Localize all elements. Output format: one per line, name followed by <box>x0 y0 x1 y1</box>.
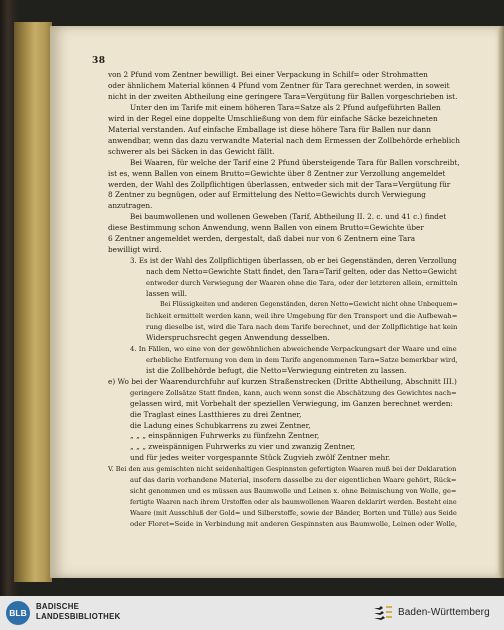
page-text <box>108 70 464 530</box>
blb-logo[interactable]: BLB <box>6 601 30 625</box>
text-line: „ „ „ zweispännigen Fuhrwerks zu vier und zwanzig Zentner, <box>130 442 356 452</box>
text-line: nicht in der zweiten Abtheilung eine geringere Tara=Vergütung für Ballen vorgeschrieben ist. <box>108 91 458 101</box>
text-line: Bei Waaren, für welche der Tarif eine 2 Pfund übersteigende Tara für Ballen vorschreibt, <box>130 157 460 167</box>
book-binding <box>14 22 52 582</box>
text-line: die Ladung eines Schubkarrens zu zwei Zentner, <box>130 420 311 430</box>
text-line: lichkeit ermittelt werden kann, weil ihre Umgebung für den Transport und die Aufbewah= <box>146 311 458 320</box>
text-line: schwerer als bei Säcken in das Gewicht fällt. <box>108 146 275 156</box>
book-page <box>50 26 500 578</box>
text-line: lassen will. <box>146 289 188 299</box>
text-line: und für jedes weiter vorgespannte Stück Zugvieh zwölf Zentner mehr. <box>130 453 391 463</box>
text-line: „ „ „ einspännigen Fuhrwerks zu fünfzehn Zentner, <box>130 431 320 441</box>
text-line: nach dem Netto=Gewichte Statt findet, den Tara=Tarif gelten, oder das Netto=Gewicht <box>146 268 457 277</box>
text-line: Unter den im Tarife mit einem höheren Tara=Satze als 2 Pfund aufgeführten Ballen <box>130 102 441 112</box>
text-line: oder Floret=Seide in Verbindung mit anderen Gespinnsten aus Baumwolle, Leinen oder Wolle, <box>130 520 458 529</box>
text-line: Bei baumwollenen und wollenen Geweben (Tarif, Abtheilung II. 2. c. und 41 c.) findet <box>130 212 447 222</box>
text-line: 8 Zentner zu begnügen, oder auf Ermittelung des Netto=Gewichts durch Verwiegung <box>108 190 426 200</box>
text-line: Widerspruchsrecht gegen Anwendung desselben. <box>146 332 330 342</box>
viewer-footer <box>0 596 504 630</box>
text-line: geringere Zollsätze Statt finden, kann, auch wenn sonst die Abschätzung des Gewichtes nach= <box>130 388 457 397</box>
text-line: e) Wo bei der Waarendurchfuhr auf kurzen Straßenstrecken (Dritte Abtheilung, Abschnitt III.) <box>108 376 457 386</box>
text-line: erhebliche Entfernung von dem in dem Tarife angenommenen Tara=Satze bemerkbar wird, <box>146 355 458 364</box>
text-line: ist es, wenn Ballen von einem Brutto=Gewichte über 8 Zentner zur Verzollung angemeldet <box>108 168 446 178</box>
text-line: Waare (mit Ausschluß der Gold= und Silberstoffe, sowie der Bänder, Borten und Tülle) aus Seide <box>130 509 457 518</box>
text-line: rung dieselbe ist, wird die Tara nach dem Tarife berechnet, und der Zollpflichtige hat kein <box>146 322 458 331</box>
blb-name-line1: BADISCHE <box>36 602 80 611</box>
text-line: entweder durch Verwiegung der Waaren ohne die Tara, oder der letzteren allein, ermitteln <box>146 279 458 288</box>
text-line: anwendbar, wenn das dazu verwandte Material nach dem Ermessen der Zollbehörde erheblich <box>108 135 460 145</box>
baden-wuerttemberg-lions-icon <box>372 604 394 622</box>
text-line: wird in der Regel eine doppelte Umschließung von dem für einfache Säcke bezeichneten <box>108 113 438 123</box>
text-line: werden, der Wahl des Zollpflichtigen überlassen, entweder sich mit der Tara=Vergütung für <box>108 179 451 189</box>
text-line: auf das darin vorhandene Material, insofern dasselbe zu der eigentlichen Waare gehört, Rück= <box>130 476 457 485</box>
text-line: von 2 Pfund vom Zentner bewilligt. Bei einer Verpackung in Schilf= oder Strohmatten <box>108 70 428 79</box>
blb-name-line2: LANDESBIBLIOTHEK <box>36 612 121 621</box>
text-line: 3. Es ist der Wahl des Zollpflichtigen überlassen, ob er bei Gegenständen, deren Verzollung <box>130 256 457 266</box>
text-line: anzutragen. <box>108 201 153 211</box>
text-line: Bei Flüssigkeiten und anderen Gegenständen, deren Netto=Gewicht nicht ohne Unbequem= <box>160 301 458 309</box>
baden-wuerttemberg-label[interactable]: Baden-Württemberg <box>398 607 490 618</box>
text-line: fertigte Waaren nach ihrem Urstoffen oder als baumwollenen Waaren deklarirt werden. Besteht eine <box>130 498 457 507</box>
blb-library-name[interactable] <box>36 602 121 622</box>
text-line: bewilligt wird. <box>108 245 162 255</box>
text-line: 4. In Fällen, wo eine von der gewöhnlichen abweichende Verpackungsart der Waare und eine <box>130 344 457 353</box>
text-line: oder ähnlichem Material können 4 Pfund vom Zentner für Tara gerechnet werden, in soweit <box>108 80 450 90</box>
text-line: gelassen wird, mit Vorbehalt der speziellen Verwiegung, im Ganzen berechnet werden: <box>130 398 453 408</box>
text-line: diese Bestimmung schon Anwendung, wenn Ballen von einem Brutto=Gewichte über <box>108 223 424 233</box>
text-line: die Traglast eines Lastthieres zu drei Zentner, <box>130 409 302 419</box>
text-line: Material verstanden. Auf einfache Emballage ist diese höhere Tara für Ballen nur dann <box>108 124 431 134</box>
text-line: ist die Zollbehörde befugt, die Netto=Verwiegung eintreten zu lassen. <box>146 365 407 375</box>
page-edge <box>498 26 504 578</box>
text-line: V. Bei den aus gemischten nicht seidenhaltigen Gespinnsten gefertigten Waaren muß bei der Deklaration <box>108 465 457 474</box>
page-number: 38 <box>92 56 106 66</box>
text-line: sicht genommen und es müssen aus Baumwolle und Leinen x. ohne Beimischung von Wolle, ge= <box>130 487 457 496</box>
text-line: 6 Zentner angemeldet werden, dergestalt, daß dabei nur von 6 Zentnern eine Tara <box>108 234 416 244</box>
